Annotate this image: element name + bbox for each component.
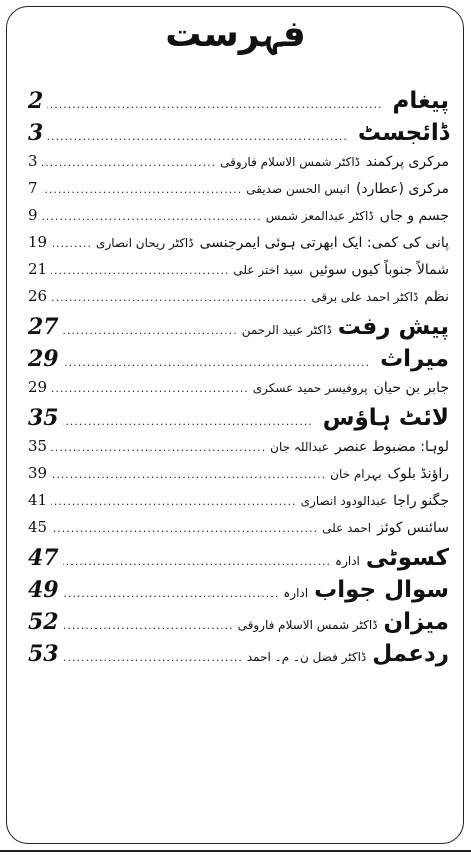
dot-leader <box>51 291 307 304</box>
entry-page: 3 <box>28 152 38 170</box>
toc-entry[interactable] <box>28 464 449 491</box>
toc-entry[interactable] <box>28 88 449 120</box>
toc-entry[interactable] <box>28 260 449 287</box>
entry-author: ڈاکٹر شمس الاسلام فاروقی <box>220 155 361 169</box>
entry-author: ادارہ <box>335 554 360 568</box>
entry-title: سائنس کوئز <box>377 520 449 536</box>
entry-author: عبداللہ جان <box>270 440 329 454</box>
dot-leader <box>63 587 280 600</box>
entry-title: مرکری پرکمند <box>366 154 449 170</box>
bottom-rule <box>0 850 471 852</box>
toc-entry[interactable] <box>28 609 449 641</box>
entry-author: پروفیسر حمید عسکری <box>252 381 368 395</box>
entry-page: 45 <box>28 518 48 536</box>
entry-page: 41 <box>28 491 48 509</box>
entry-author: سید اختر علی <box>233 263 304 277</box>
dot-leader <box>51 382 249 395</box>
toc-entry[interactable] <box>28 346 449 378</box>
entry-page: 35 <box>28 405 59 431</box>
dot-leader <box>42 156 217 169</box>
toc-entry[interactable] <box>28 518 449 545</box>
toc-entry[interactable] <box>28 545 449 577</box>
dot-leader <box>51 495 297 508</box>
dot-leader <box>63 415 313 428</box>
toc-entry[interactable] <box>28 405 449 437</box>
entry-author: احمد علی <box>322 521 372 535</box>
entry-title: مرکری (عطارد) <box>355 181 449 197</box>
dot-leader <box>63 651 243 664</box>
entry-page: 47 <box>28 545 59 571</box>
dot-leader <box>42 210 262 223</box>
entry-author: عبدالودود انصاری <box>300 494 388 508</box>
dot-leader <box>51 468 326 481</box>
toc-entry[interactable] <box>28 233 449 260</box>
entry-page: 39 <box>28 464 48 482</box>
entry-page: 19 <box>28 233 48 251</box>
dot-leader <box>42 183 243 196</box>
entry-title: راؤنڈ بلوک <box>387 466 449 482</box>
entry-title: میراث <box>380 346 449 372</box>
toc-entry[interactable] <box>28 206 449 233</box>
dot-leader <box>63 356 370 369</box>
entry-page: 52 <box>28 609 59 635</box>
table-of-contents <box>28 88 449 673</box>
entry-author: ڈاکٹر شمس الاسلام فاروقی <box>237 618 378 632</box>
toc-entry[interactable] <box>28 179 449 206</box>
entry-title: ردعمل <box>372 641 449 667</box>
toc-entry[interactable] <box>28 437 449 464</box>
entry-author: ڈاکٹر ریحان انصاری <box>96 236 194 250</box>
entry-author: ڈاکٹر فضل ن۔ م۔ احمد <box>246 650 367 664</box>
page-title: فہرست <box>165 14 306 55</box>
entry-title: لائٹ ہاؤس <box>322 405 449 431</box>
entry-page: 7 <box>28 179 38 197</box>
entry-title: جسم و جاں <box>379 208 449 224</box>
dot-leader <box>63 555 331 568</box>
entry-page: 35 <box>28 437 48 455</box>
entry-page: 2 <box>28 88 44 114</box>
dot-leader <box>47 130 348 143</box>
entry-title: شمالاً جنوباً کیوں سوئیں <box>309 262 449 278</box>
entry-page: 29 <box>28 378 48 396</box>
toc-entry[interactable] <box>28 120 449 152</box>
toc-entry[interactable] <box>28 641 449 673</box>
toc-entry[interactable] <box>28 577 449 609</box>
entry-page: 29 <box>28 346 59 372</box>
dot-leader <box>51 237 92 250</box>
entry-page: 21 <box>28 260 48 278</box>
entry-title: جابر بن حیان <box>373 380 449 396</box>
toc-entry[interactable] <box>28 491 449 518</box>
entry-page: 27 <box>28 314 59 340</box>
entry-author: ڈاکٹر احمد علی برقی <box>311 290 419 304</box>
entry-author: انیس الحسن صدیقی <box>246 182 350 196</box>
entry-author: ڈاکٹر عبدالمعز شمس <box>265 209 374 223</box>
toc-entry[interactable] <box>28 378 449 405</box>
entry-title: ڈائجسٹ <box>357 120 449 146</box>
entry-title: کسوٹی <box>365 545 449 571</box>
entry-page: 53 <box>28 641 59 667</box>
entry-author: ادارہ <box>283 586 309 600</box>
entry-title: سوال جواب <box>314 577 449 603</box>
toc-entry[interactable] <box>28 152 449 179</box>
entry-title: لوہا: مضبوط عنصر <box>334 439 449 455</box>
entry-title: میزان <box>383 609 449 635</box>
dot-leader <box>47 98 382 111</box>
toc-entry[interactable] <box>28 287 449 314</box>
entry-page: 9 <box>28 206 38 224</box>
dot-leader <box>51 441 266 454</box>
entry-title: پانی کی کمی: ایک ابھرتی ہوئی ایمرجنسی <box>199 235 449 251</box>
entry-page: 49 <box>28 577 59 603</box>
dot-leader <box>63 619 234 632</box>
entry-title: جگنو راجا <box>393 493 449 509</box>
entry-author: بہرام خان <box>330 467 382 481</box>
toc-entry[interactable] <box>28 314 449 346</box>
dot-leader <box>63 324 238 337</box>
entry-title: پیش رفت <box>337 314 449 340</box>
entry-title: نظم <box>424 289 449 305</box>
entry-title: پیغام <box>392 88 449 114</box>
dot-leader <box>51 264 229 277</box>
dot-leader <box>51 522 318 535</box>
entry-page: 26 <box>28 287 48 305</box>
entry-author: ڈاکٹر عبید الرحمن <box>241 323 332 337</box>
entry-page: 3 <box>28 120 44 146</box>
